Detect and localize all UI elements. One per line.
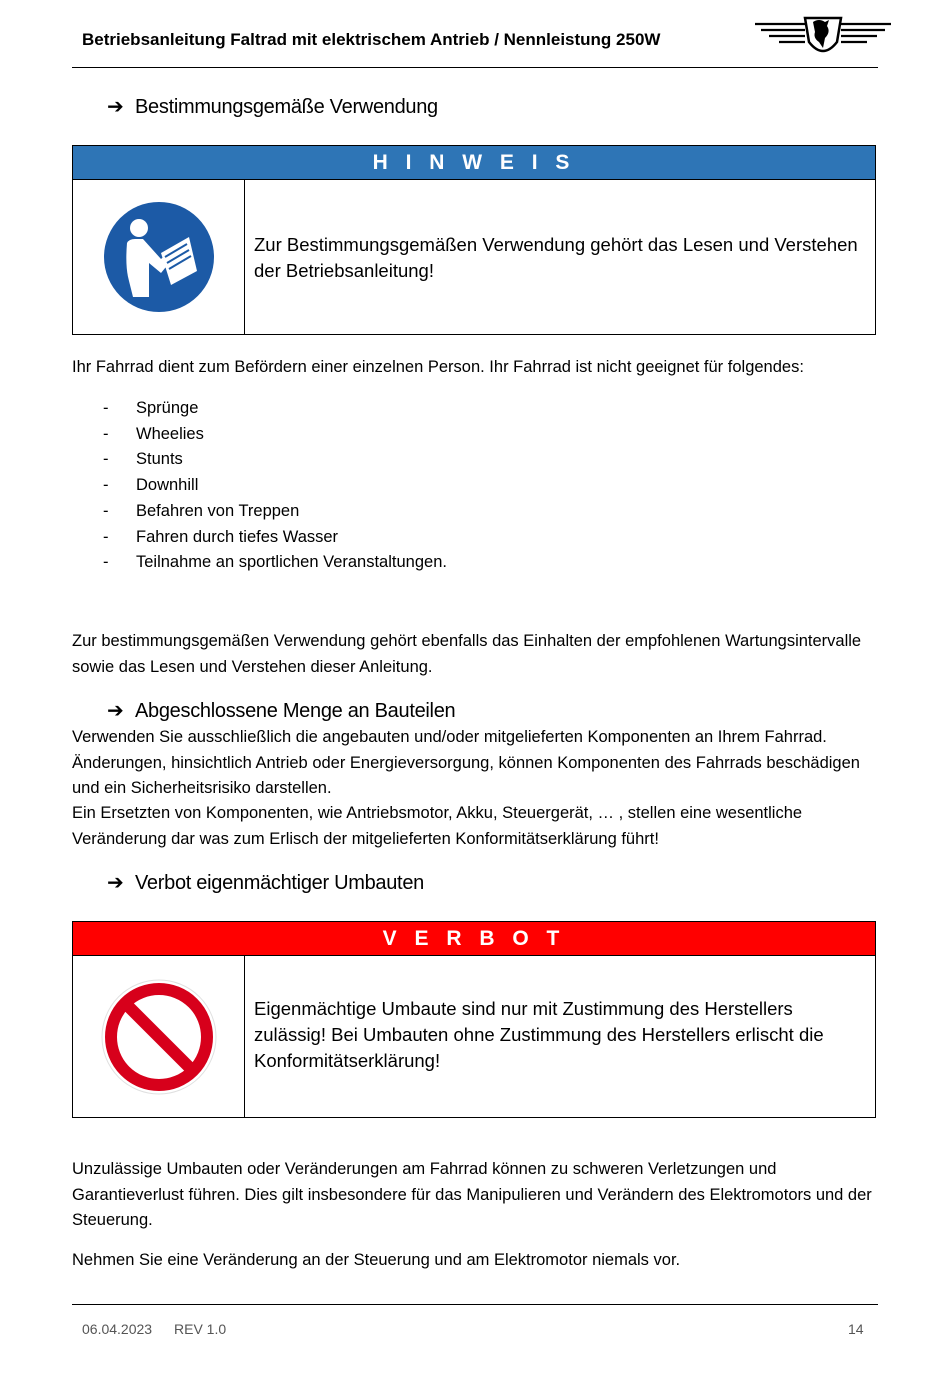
prohibition-icon-cell [73, 956, 245, 1118]
list-item: - Wheelies [103, 424, 204, 443]
list-item: - Teilnahme an sportlichen Veranstaltungen. [103, 553, 447, 572]
footer-date: 06.04.2023 [82, 1321, 153, 1337]
notice-label: H I N W E I S [73, 146, 875, 180]
usage-intro: Ihr Fahrrad dient zum Befördern einer einzelnen Person. Ihr Fahrrad ist nicht geeignet für folgendes: [72, 358, 804, 376]
list-item: - Sprünge [103, 399, 199, 417]
header-divider [72, 67, 878, 68]
prohibition-icon [99, 977, 219, 1097]
list-item: - Stunts [103, 450, 183, 469]
list-item: - Fahren durch tiefes Wasser [103, 527, 339, 546]
footer-revision: REV 1.0 [174, 1321, 227, 1337]
prohibition-label: V E R B O T [73, 922, 875, 956]
usage-closing: Zur bestimmungsgemäßen Verwendung gehört ebenfalls das Einhalten der empfohlenen Wartungsintervalle sowie das Lesen und Verstehen dieser Anleitung. [72, 632, 862, 676]
read-manual-icon [99, 197, 219, 317]
modification-paragraph-2: Nehmen Sie eine Veränderung an der Steuerung und am Elektromotor niemals vor. [72, 1251, 681, 1269]
notice-box [72, 145, 876, 335]
arrow-right-icon: ➔ [107, 700, 124, 722]
section-heading-components: ➔ Abgeschlossene Menge an Bauteilen [107, 700, 456, 722]
components-paragraph-1: Verwenden Sie ausschließlich die angebauten und/oder mitgelieferten Komponenten an Ihrem Fahrrad. Änderungen, hinsichtlich Antrieb oder Energieversorgung, können Komponenten des Fahrrads beschädigen und ein Sicherheitsrisiko darstellen. [72, 728, 860, 798]
arrow-right-icon: ➔ [107, 872, 124, 894]
page-number: 14 [848, 1321, 864, 1337]
components-paragraph-2: Ein Ersetzten von Komponenten, wie Antriebsmotor, Akku, Steuergerät, … , stellen eine wesentliche Veränderung dar was zum Erlisch der mitgelieferten Konformitätserklärung führt! [72, 804, 803, 848]
modification-paragraph-1: Unzulässige Umbauten oder Veränderungen am Fahrrad können zu schweren Verletzungen und Garantieverlust führen. Dies gilt insbesondere für das Manipulieren und Verändern des Elektromotors und der Steuerung. [72, 1160, 872, 1230]
unsuitable-uses-list [103, 396, 447, 576]
notice-icon-cell [73, 180, 245, 335]
list-item: - Befahren von Treppen [103, 501, 300, 520]
notice-text: Zur Bestimmungsgemäßen Verwendung gehört das Lesen und Verstehen der Betriebsanleitung! [254, 234, 858, 281]
document-title: Betriebsanleitung Faltrad mit elektrischem Antrieb / Nennleistung 250W [82, 30, 661, 49]
arrow-right-icon: ➔ [107, 96, 124, 118]
prohibition-text: Eigenmächtige Umbaute sind nur mit Zustimmung des Herstellers zulässig! Bei Umbauten ohne Zustimmung des Herstellers erlischt die Konformitätserklärung! [254, 998, 824, 1071]
prohibition-box [72, 921, 876, 1118]
section-heading-modification: ➔ Verbot eigenmächtiger Umbauten [107, 872, 424, 894]
footer-divider [72, 1304, 878, 1305]
section-heading-usage: ➔ Bestimmungsgemäße Verwendung [107, 96, 438, 118]
winged-emblem-icon [753, 8, 893, 62]
list-item: - Downhill [103, 476, 199, 495]
